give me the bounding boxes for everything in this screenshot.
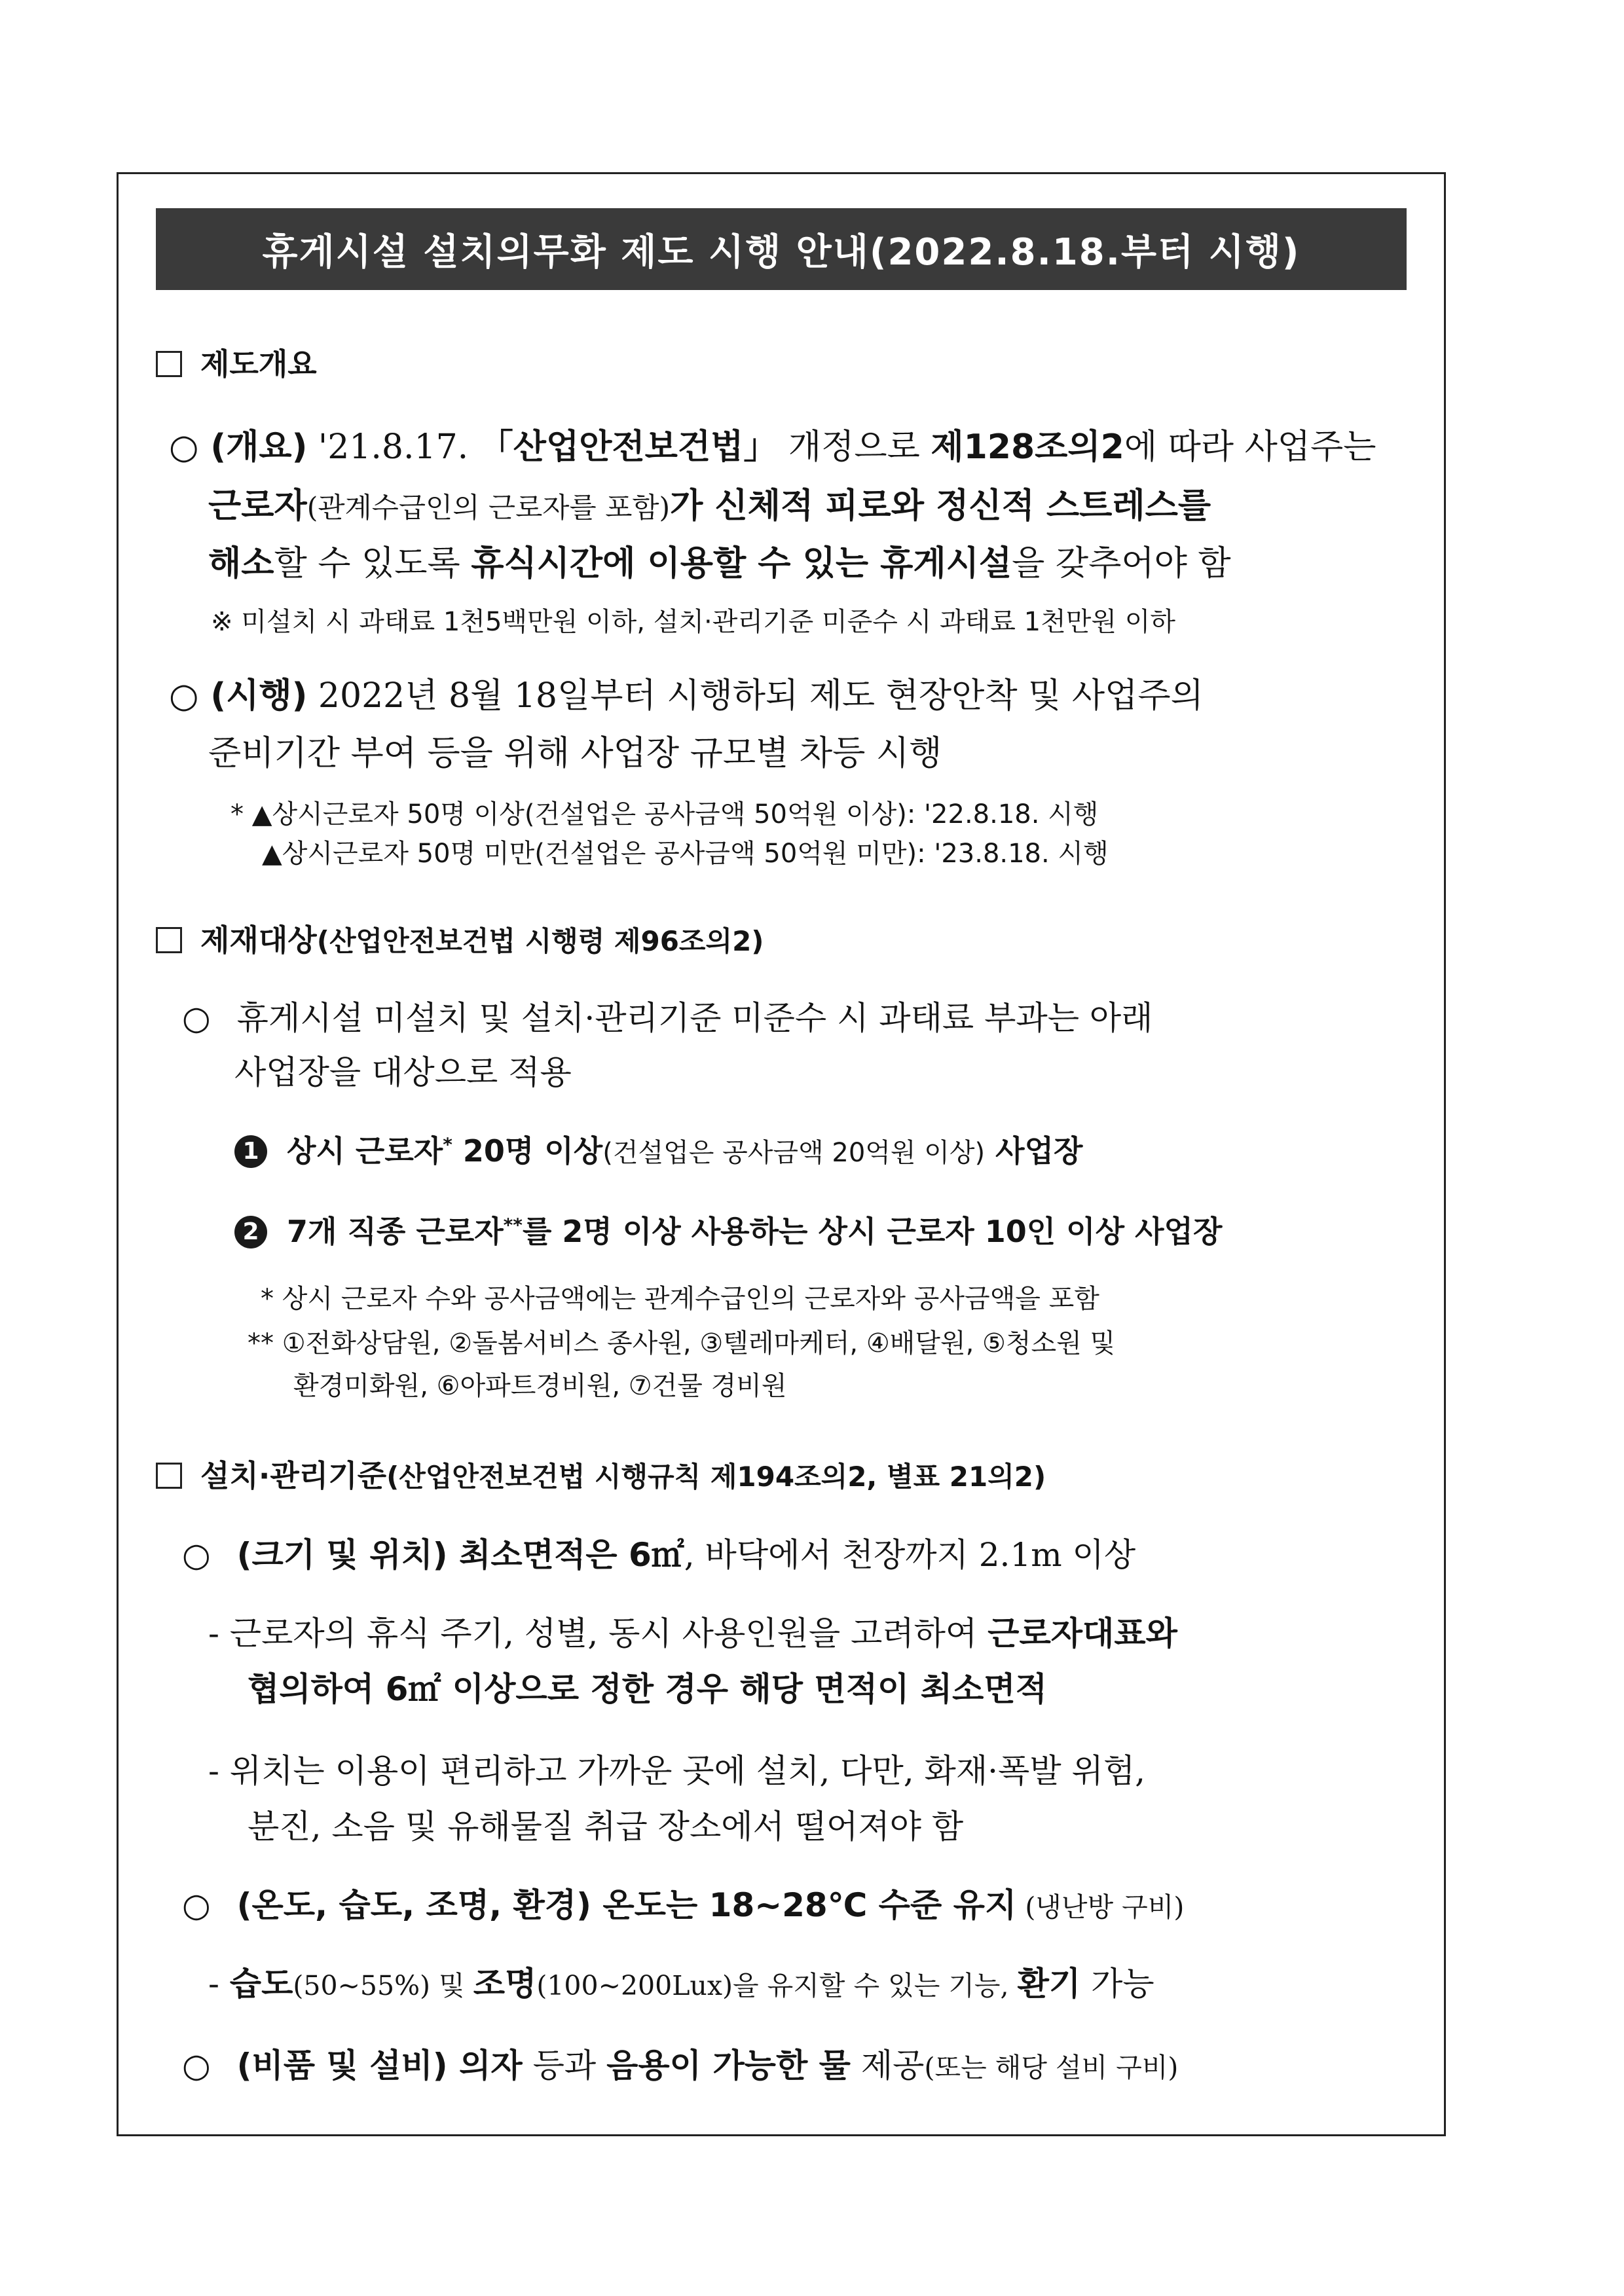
text: 상시 근로자	[287, 1133, 443, 1169]
heading-text: 설치·관리기준	[200, 1458, 387, 1493]
text: 조명	[473, 1965, 537, 2003]
standards-area-detail-line-2: 협의하여 6㎡ 이상으로 정한 경우 해당 면적이 최소면적	[248, 1670, 1047, 1708]
heading-subtext: (산업안전보건법 시행규칙 제194조의2, 별표 21의2)	[386, 1461, 1046, 1493]
standards-size-location	[182, 1529, 1135, 1576]
text: 를 2명 이상 사용하는 상시 근로자 10인 이상 사업장	[522, 1214, 1223, 1249]
text: '21.8.17.	[307, 428, 479, 467]
number-2-icon: 2	[234, 1216, 267, 1248]
text: (크기 및 위치) 최소면적은 6㎡	[236, 1536, 684, 1574]
bullet-circle-icon: ○	[182, 1886, 211, 1924]
standards-equipment	[182, 2039, 1178, 2086]
text: 휴게시설 미설치 및 설치·관리기준 미준수 시 과태료 부과는 아래	[236, 999, 1153, 1037]
tag-label: (시행)	[210, 676, 308, 716]
text: 가능	[1080, 1965, 1154, 2003]
standards-environment	[182, 1879, 1184, 1926]
overview-paragraph-2	[169, 668, 1204, 717]
overview-paragraph-2-line-2: 준비기간 부여 등을 위해 사업장 규모별 차등 시행	[208, 734, 942, 773]
text: 근로자대표와	[987, 1614, 1177, 1652]
bullet-circle-icon: ○	[169, 428, 199, 467]
targets-note-1: * 상시 근로자 수와 공사금액에는 관계수급인의 근로자와 공사금액을 포함	[261, 1284, 1099, 1314]
heading-subtext: (산업안전보건법 시행령 제96조의2)	[316, 925, 764, 957]
text: (비품 및 설비) 의자	[236, 2047, 523, 2085]
overview-schedule-note-1: * ▲상시근로자 50명 이상(건설업은 공사금액 50억원 이상): '22.8.18. 시행	[231, 799, 1099, 829]
standards-area-detail-line-1	[208, 1607, 1177, 1654]
bullet-circle-icon: ○	[182, 999, 211, 1037]
footnote-mark: **	[503, 1214, 523, 1236]
text: 해소	[208, 544, 274, 583]
standards-humidity-lighting	[208, 1958, 1154, 2005]
page-title: 휴게시설 설치의무화 제도 시행 안내(2022.8.18.부터 시행)	[156, 208, 1407, 290]
text: (100~200Lux)을 유지할 수 있는 기능,	[536, 1970, 1018, 2001]
overview-paragraph-1	[169, 419, 1376, 468]
targets-paragraph-1-line-2: 사업장을 대상으로 적용	[234, 1053, 572, 1091]
law-name: 「산업안전보건법」	[479, 428, 778, 467]
targets-note-2-line-2: 환경미화원, ⑥아파트경비원, ⑦건물 경비원	[293, 1371, 787, 1401]
section-heading-overview	[156, 340, 317, 384]
text: -	[208, 1965, 230, 2003]
overview-paragraph-1-line-3	[208, 536, 1231, 585]
overview-schedule-note-2: ▲상시근로자 50명 미만(건설업은 공사금액 50억원 미만): '23.8.18. 시행	[262, 839, 1109, 869]
text: (냉난방 구비)	[1016, 1891, 1185, 1923]
article-ref: 제128조의2	[931, 428, 1124, 467]
text: (또는 해당 설비 구비)	[924, 2052, 1179, 2083]
text: 제공	[850, 2047, 925, 2085]
text: - 근로자의 휴식 주기, 성별, 동시 사용인원을 고려하여	[208, 1614, 988, 1652]
text: (건설업은 공사금액 20억원 이상)	[602, 1138, 986, 1168]
heading-text: 제도개요	[200, 346, 317, 382]
text: 개정으로	[777, 428, 931, 467]
text: (온도, 습도, 조명, 환경) 온도는 18~28℃ 수준 유지	[236, 1886, 1017, 1924]
text: 7개 직종 근로자	[287, 1214, 504, 1249]
text: 할 수 있도록	[274, 544, 471, 583]
section-heading-targets	[156, 917, 764, 960]
bullet-circle-icon: ○	[182, 2047, 211, 2085]
number-1-icon: 1	[234, 1135, 267, 1168]
text: , 바닥에서 천장까지 2.1m 이상	[684, 1536, 1136, 1574]
targets-note-2-line-1: ** ①전화상담원, ②돌봄서비스 종사원, ③텔레마케터, ④배달원, ⑤청소원 및	[248, 1328, 1116, 1358]
text: 근로자	[208, 486, 307, 526]
text: 환기	[1017, 1965, 1081, 2003]
tag-label: (개요)	[210, 428, 308, 467]
overview-paragraph-1-line-2	[208, 478, 1211, 527]
text: 사업장	[985, 1133, 1083, 1169]
standards-location-detail-line-1: - 위치는 이용이 편리하고 가까운 곳에 설치, 다만, 화재·폭발 위험,	[208, 1752, 1146, 1790]
checkbox-square-icon	[156, 1463, 182, 1489]
footnote-mark: *	[443, 1133, 452, 1156]
text: 2022년 8월 18일부터 시행하되 제도 현장안착 및 사업주의	[307, 676, 1204, 716]
text: 휴식시간에 이용할 수 있는 휴게시설	[471, 544, 1012, 583]
text: (관계수급인의 근로자를 포함)	[306, 492, 671, 524]
heading-text: 제재대상	[200, 922, 317, 958]
standards-location-detail-line-2: 분진, 소음 및 유해물질 취급 장소에서 떨어져야 함	[248, 1808, 964, 1846]
checkbox-square-icon	[156, 351, 182, 377]
checkbox-square-icon	[156, 927, 182, 953]
section-heading-standards	[156, 1452, 1046, 1495]
text: 에 따라 사업주는	[1124, 428, 1376, 467]
text: (50~55%) 및	[293, 1970, 473, 2001]
text: 20명 이상	[452, 1133, 603, 1169]
targets-paragraph-1	[182, 992, 1153, 1039]
text: 습도	[229, 1965, 293, 2003]
bullet-circle-icon: ○	[169, 676, 199, 716]
text: 가 신체적 피로와 정신적 스트레스를	[670, 486, 1211, 526]
overview-penalty-note: ※ 미설치 시 과태료 1천5백만원 이하, 설치·관리기준 미준수 시 과태료 1천만원 이하	[211, 607, 1175, 637]
text: 을 갖추어야 함	[1012, 544, 1231, 583]
text: 등과	[522, 2047, 607, 2085]
text: 음용이 가능한 물	[606, 2047, 851, 2085]
target-item-2	[234, 1208, 1222, 1251]
target-item-1	[234, 1127, 1082, 1171]
bullet-circle-icon: ○	[182, 1536, 211, 1574]
